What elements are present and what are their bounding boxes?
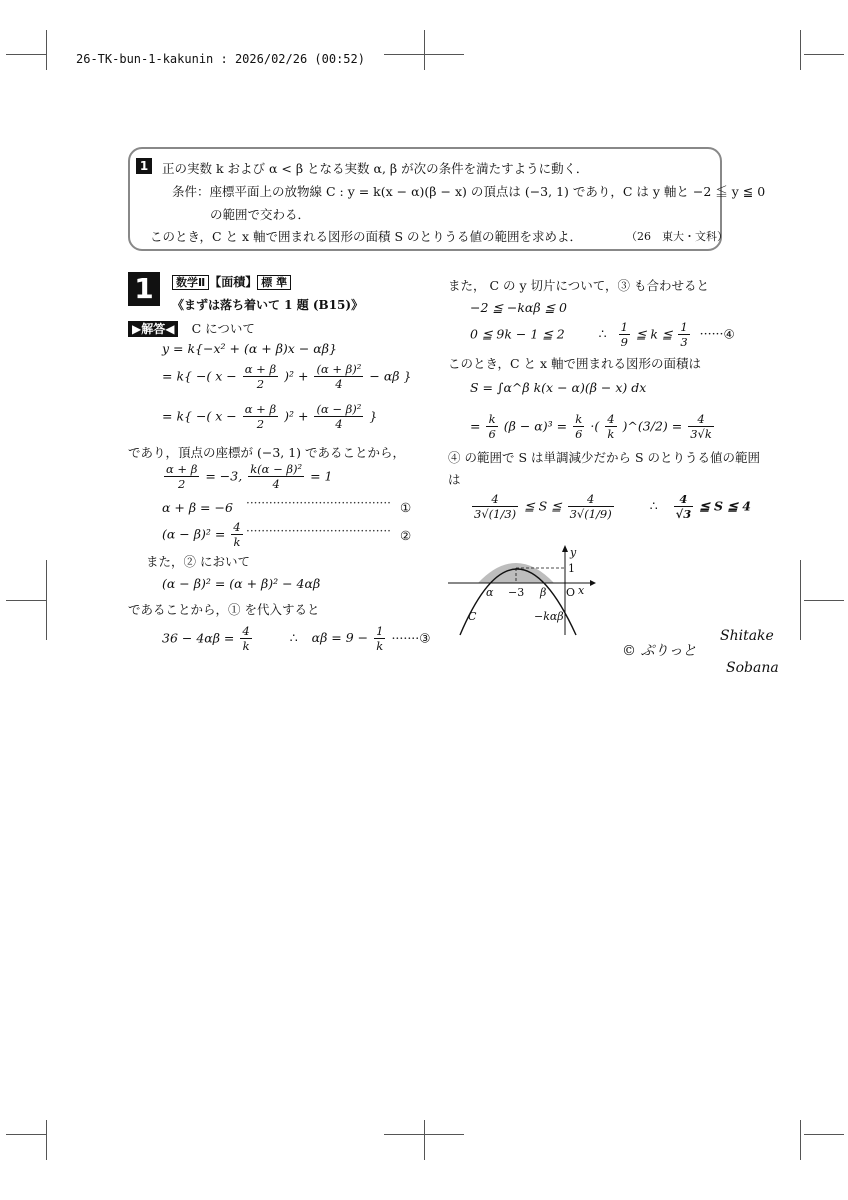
subject-tag: 数学Ⅱ bbox=[172, 275, 209, 290]
r6-frac2: $\frac{k}{6}$ bbox=[575, 412, 583, 442]
graph-one-label: 1 bbox=[568, 562, 575, 575]
r6-b: ·( bbox=[590, 418, 600, 434]
e2-pre: (α − β)² = bbox=[162, 526, 226, 542]
question-number: 1 bbox=[136, 158, 152, 174]
r9-mid: ≦ S ≦ bbox=[524, 498, 562, 514]
v-mid: = −3, bbox=[205, 468, 243, 484]
right-line-3 bbox=[470, 320, 735, 350]
eq3-frac2: $\frac{\text{(α − β)²}}{4}$ bbox=[316, 402, 362, 432]
v-frac1: $\frac{\alpha + \beta}{2}$ bbox=[166, 462, 198, 492]
r9-ans-frac: $\frac{4}{√3}$ bbox=[675, 492, 692, 522]
topic-label: 【面積】 bbox=[209, 275, 258, 289]
eq3-frac: $\frac{\alpha + \beta}{2}$ bbox=[244, 402, 277, 432]
eq-line-3 bbox=[162, 402, 377, 432]
r3-frac2: $\frac{1}{3}$ bbox=[680, 320, 688, 350]
leader-dots-2: ······································ bbox=[246, 524, 391, 538]
solution-intro: C について bbox=[191, 321, 255, 336]
right-line-4: このとき，C と x 軸で囲まれる図形の面積は bbox=[448, 356, 702, 371]
crop-mark bbox=[800, 1120, 801, 1160]
question-line-2: 条件：座標平面上の放物線 C : y = k(x − α)(β − x) の頂点は (−3, 1) であり，C は y 軸と −2 ≦ y ≦ 0 bbox=[172, 184, 766, 199]
mark-2: ② bbox=[400, 528, 412, 543]
v-end: = 1 bbox=[310, 468, 333, 484]
r6-a: (β − α)³ = bbox=[503, 418, 568, 434]
crop-mark bbox=[46, 560, 47, 640]
vertex-text: であり，頂点の座標が (−3, 1) であることから， bbox=[128, 445, 406, 460]
e3-frac: $\frac{4}{k}$ bbox=[242, 624, 250, 654]
r3-eq: 0 ≦ 9k − 1 ≦ 2 bbox=[470, 326, 565, 342]
eq2-frac: $\frac{\alpha + \beta}{2}$ bbox=[244, 362, 277, 392]
right-line-8: は bbox=[448, 472, 461, 487]
graph-c-label: C bbox=[468, 610, 477, 623]
right-line-1: また， C の y 切片について，③ も合わせると bbox=[448, 278, 709, 293]
mata-2: また，② において bbox=[146, 554, 250, 569]
eq2-post: − αβ } bbox=[369, 368, 412, 384]
eq3-mid: )² + bbox=[284, 408, 309, 424]
right-line-9 bbox=[470, 492, 751, 522]
crop-mark bbox=[6, 1134, 46, 1135]
signature-copyright: © ぷりっと bbox=[622, 643, 697, 659]
crop-mark bbox=[6, 54, 46, 55]
crop-mark bbox=[384, 54, 464, 55]
r6-frac1: $\frac{k}{6}$ bbox=[488, 412, 496, 442]
crop-mark bbox=[46, 1120, 47, 1160]
answer-label bbox=[128, 318, 255, 337]
graph-alpha-label: α bbox=[486, 586, 494, 599]
x-axis-arrow bbox=[590, 580, 596, 586]
e3-frac2: $\frac{1}{k}$ bbox=[376, 624, 384, 654]
graph-origin-label: O bbox=[566, 586, 576, 599]
question-line-1: 正の実数 k および α < β となる実数 α, β が次の条件を満たすように動く． bbox=[162, 161, 589, 176]
y-axis-arrow bbox=[562, 545, 568, 552]
crop-mark bbox=[800, 560, 801, 640]
vertex-eq bbox=[162, 462, 333, 492]
graph-minus3-label: −3 bbox=[508, 586, 525, 599]
eq-expand: (α − β)² = (α + β)² − 4αβ bbox=[162, 576, 321, 591]
r9-therefore: ∴ bbox=[649, 498, 658, 514]
solution-number: 1 bbox=[128, 272, 160, 306]
level-tag: 標 準 bbox=[257, 275, 291, 290]
question-line-3: の範囲で交わる． bbox=[210, 207, 311, 222]
r3-therefore: ∴ bbox=[598, 326, 607, 342]
r3-frac1: $\frac{1}{9}$ bbox=[620, 320, 628, 350]
question-line-4: このとき，C と x 軸で囲まれる図形の面積 S のとりうる値の範囲を求めよ． bbox=[150, 229, 583, 244]
crop-mark bbox=[424, 1120, 425, 1160]
graph-kab-label: −kαβ bbox=[534, 610, 564, 623]
r6-frac4: $\frac{4}{3√k}$ bbox=[690, 412, 712, 442]
crop-mark bbox=[804, 1134, 844, 1135]
e3-dots: ······· bbox=[391, 630, 420, 646]
mark-4: ④ bbox=[723, 326, 735, 342]
r6-frac3: $\frac{4}{k}$ bbox=[607, 412, 615, 442]
mark-1: ① bbox=[400, 500, 412, 515]
subst-text: であることから，① を代入すると bbox=[128, 602, 320, 617]
leader-dots-1: ······································ bbox=[246, 496, 391, 510]
right-line-5: S = ∫α^β k(x − α)(β − x) dx bbox=[470, 380, 647, 395]
eq-line-1: y = k{−x² + (α + β)x − αβ} bbox=[162, 341, 337, 356]
r3-dots: ······ bbox=[699, 326, 724, 342]
eq-2 bbox=[162, 520, 245, 550]
mark-3: ③ bbox=[419, 630, 431, 646]
eq-1: α + β = −6 bbox=[162, 500, 233, 515]
right-line-6 bbox=[470, 412, 716, 442]
crop-mark bbox=[384, 1134, 464, 1135]
crop-mark bbox=[6, 600, 46, 601]
crop-mark bbox=[804, 54, 844, 55]
graph-beta-label: β bbox=[540, 586, 547, 599]
r6-c: )^(3/2) = bbox=[622, 418, 683, 434]
signature-name-2: Sobana bbox=[726, 660, 779, 676]
r6-pre: = bbox=[470, 418, 481, 434]
crop-mark bbox=[424, 30, 425, 70]
e3-pre: 36 − 4αβ = bbox=[162, 630, 235, 646]
r9-frac1: $\frac{4}{3√(1/3)}$ bbox=[474, 492, 517, 522]
e3-mid: αβ = 9 − bbox=[311, 630, 369, 646]
eq-line-2 bbox=[162, 362, 411, 392]
right-line-2: −2 ≦ −kαβ ≦ 0 bbox=[470, 300, 567, 315]
e2-frac: $\frac{4}{k}$ bbox=[233, 520, 241, 550]
final-answer: ≦ S ≦ 4 bbox=[699, 498, 751, 514]
eq-3 bbox=[162, 624, 430, 654]
graph-y-label: y bbox=[570, 546, 577, 559]
crop-mark bbox=[804, 600, 844, 601]
signature-name-1: Shitake bbox=[720, 628, 774, 644]
r9-frac2: $\frac{4}{3√(1/9)}$ bbox=[569, 492, 612, 522]
graph-x-label: x bbox=[578, 584, 585, 597]
eq3-post: } bbox=[369, 408, 378, 424]
v-frac2: $\frac{\text{k(α − β)²}}{4}$ bbox=[250, 462, 303, 492]
right-line-7: ④ の範囲で S は単調減少だから S のとりうる値の範囲 bbox=[448, 450, 760, 465]
page-header: 26-TK-bun-1-kakunin : 2026/02/26 (00:52) bbox=[76, 52, 365, 66]
eq2-mid: )² + bbox=[284, 368, 309, 384]
eq3-pre: = k{ −( x − bbox=[162, 408, 237, 424]
solution-subtitle: 《まずは落ち着いて 1 題 (B15)》 bbox=[172, 298, 364, 312]
question-source: （26 東大・文科） bbox=[626, 230, 728, 243]
answer-tag: ▶解答◀ bbox=[128, 321, 178, 337]
eq2-pre: = k{ −( x − bbox=[162, 368, 237, 384]
crop-mark bbox=[46, 30, 47, 70]
r3-mid: ≦ k ≦ bbox=[635, 326, 673, 342]
e3-therefore: ∴ bbox=[289, 630, 298, 646]
eq2-frac2: $\frac{\text{(α + β)²}}{4}$ bbox=[316, 362, 362, 392]
solution-tags bbox=[172, 273, 291, 290]
crop-mark bbox=[800, 30, 801, 70]
